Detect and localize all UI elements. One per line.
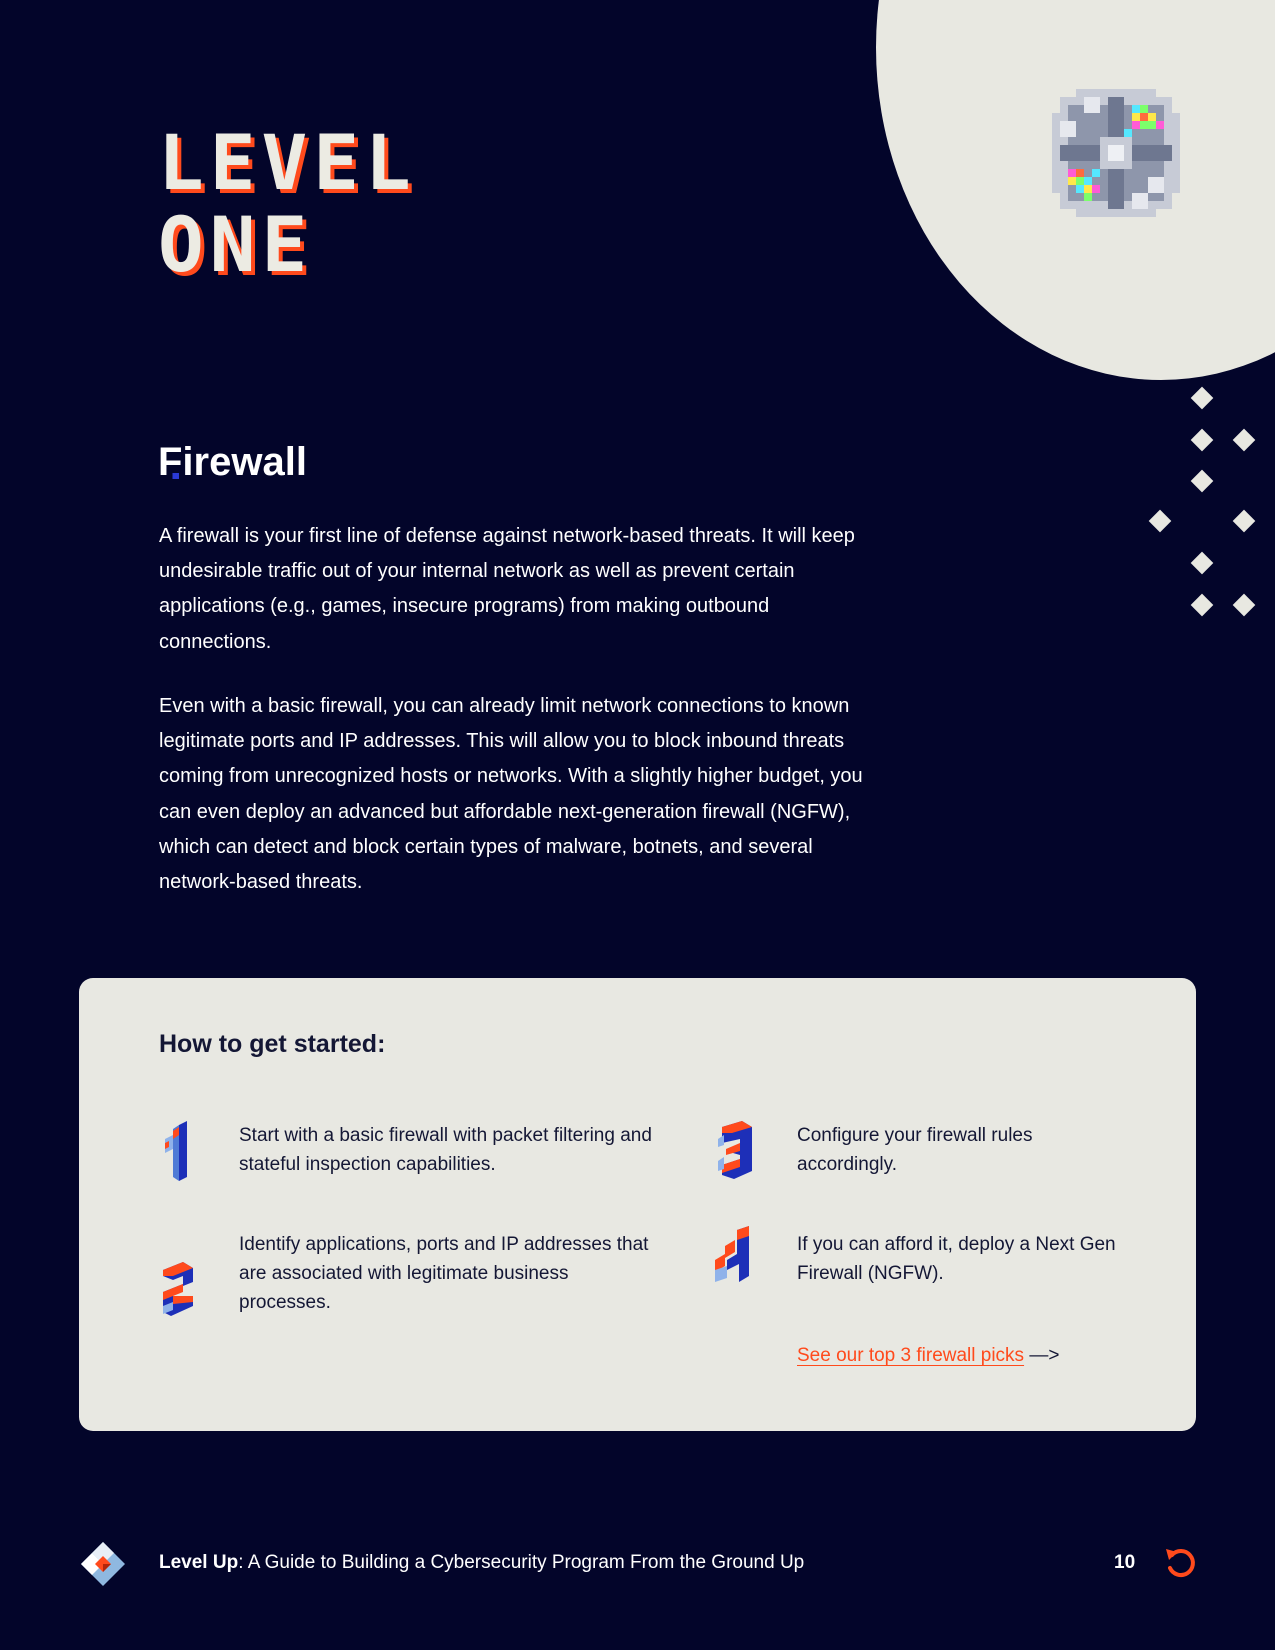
page-number: 10 (1114, 1552, 1136, 1573)
firewall-picks-link[interactable]: See our top 3 firewall picks (797, 1345, 1025, 1366)
section-title: Firewall (158, 440, 307, 484)
step-1-text: Start with a basic firewall with packet filtering and stateful inspection capabilities. (239, 1125, 652, 1175)
arrow-icon: —> (1029, 1345, 1060, 1366)
number-1-block-icon (159, 1121, 203, 1181)
diamond (1233, 429, 1256, 452)
diamond (1191, 387, 1214, 410)
step-3-text: Configure your firewall rules accordingly. (797, 1125, 1033, 1175)
firewall-picks-link-row (797, 1345, 1059, 1367)
step-2-text: Identify applications, ports and IP addresses that are associated with legitimate business processes. (239, 1234, 649, 1313)
pixel-disc-icon (1052, 89, 1180, 217)
diamond (1191, 429, 1214, 452)
diamond (1191, 470, 1214, 493)
footer-title-bold: Level Up (159, 1552, 239, 1573)
step-4-text: If you can afford it, deploy a Next Gen Firewall (NGFW). (797, 1234, 1116, 1284)
details-paragraph: Even with a basic firewall, you can already limit network connections to known legitimate ports and IP addresses. This will allow you to block inbound threats coming from unrecognized hosts or networks. With a slightly higher budget, you can even deploy an advanced but affordable next-generation firewall (NGFW), which can detect and block certain types of malware, botnets, and several network-based threats. (159, 695, 863, 894)
diamond (1233, 594, 1256, 617)
number-3-block-icon (714, 1121, 758, 1181)
intro-paragraph: A firewall is your first line of defense against network-based threats. It will keep undesirable traffic out of your internal network as well as prevent certain applications (e.g., games, insecure programs) from making outbound connections. (159, 525, 855, 653)
number-4-block-icon (711, 1226, 755, 1286)
level-title: LEVEL ONE (158, 118, 417, 289)
footer-title (159, 1552, 804, 1574)
brand-logo-icon (79, 1542, 127, 1586)
diamond (1233, 510, 1256, 533)
diamond (1191, 552, 1214, 575)
diamond (1191, 594, 1214, 617)
number-2-block-icon (159, 1262, 203, 1322)
getting-started-card (79, 978, 1196, 1431)
diamond (1149, 510, 1172, 533)
footer-title-rest: : A Guide to Building a Cybersecurity Program From the Ground Up (238, 1552, 805, 1573)
card-heading: How to get started: (159, 1030, 386, 1058)
back-arrow-icon[interactable] (1163, 1546, 1197, 1580)
decorative-diamonds (1140, 380, 1275, 620)
